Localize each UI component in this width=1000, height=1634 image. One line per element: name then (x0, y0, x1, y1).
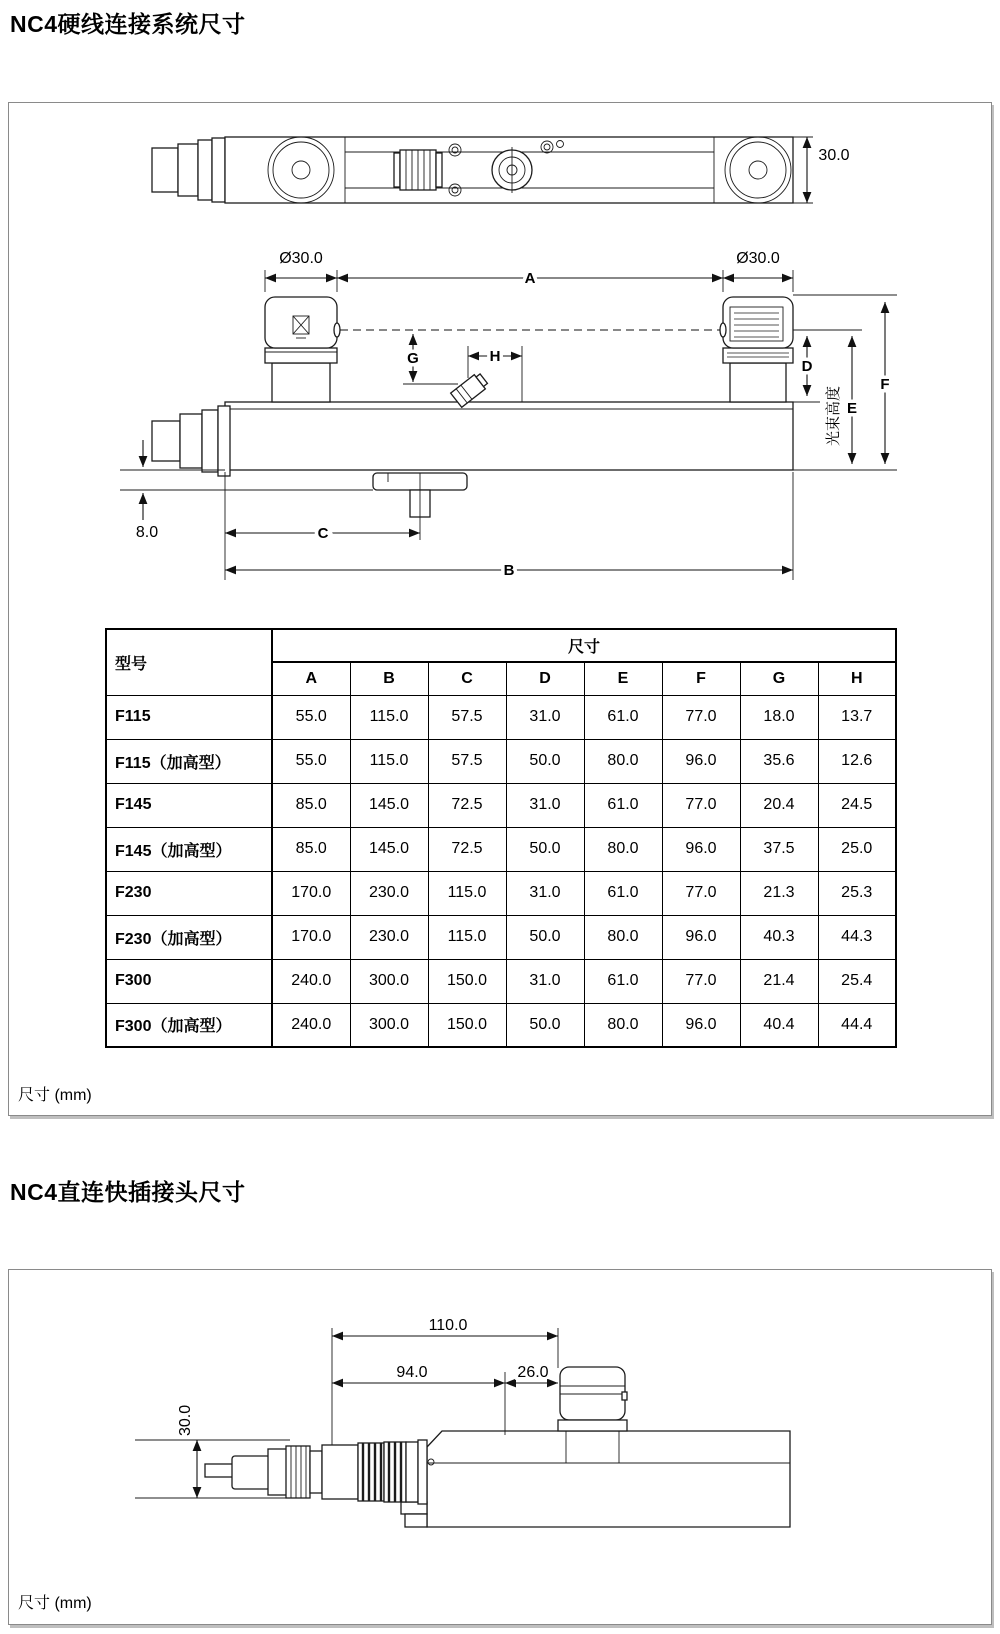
dim-value-cell: 61.0 (584, 783, 662, 827)
dim-value-cell: 85.0 (272, 827, 350, 871)
dim-value-cell: 96.0 (662, 739, 740, 783)
dim-label-b: B (503, 562, 515, 579)
dim-value-cell: 240.0 (272, 1003, 350, 1047)
dim-value-cell: 115.0 (350, 695, 428, 739)
col-header-g: G (740, 662, 818, 695)
dim-value-cell: 55.0 (272, 739, 350, 783)
dim-value-cell: 96.0 (662, 1003, 740, 1047)
dim-value-cell: 145.0 (350, 827, 428, 871)
dim-value-cell: 115.0 (428, 915, 506, 959)
model-cell: F115（加高型） (106, 739, 272, 783)
table-row (106, 915, 896, 959)
model-cell: F230（加高型） (106, 915, 272, 959)
dim-value-cell: 170.0 (272, 915, 350, 959)
dim-value-cell: 35.6 (740, 739, 818, 783)
dim-value-cell: 115.0 (428, 871, 506, 915)
col-header-h: H (818, 662, 896, 695)
dim-value-cell: 50.0 (506, 827, 584, 871)
dim-value-cell: 85.0 (272, 783, 350, 827)
dim-value-cell: 25.4 (818, 959, 896, 1003)
dim-value-cell: 300.0 (350, 1003, 428, 1047)
dim-value-cell: 37.5 (740, 827, 818, 871)
units-note-connector: 尺寸 (mm) (18, 1595, 92, 1612)
dim-value-cell: 13.7 (818, 695, 896, 739)
col-header-b: B (350, 662, 428, 695)
dim-label-g: G (407, 350, 419, 367)
dim-value-cell: 57.5 (428, 695, 506, 739)
dim-value-cell: 77.0 (662, 871, 740, 915)
section2-title: NC4直连快插接头尺寸 (10, 1179, 246, 1205)
dim-connector-length: 94.0 (396, 1364, 428, 1381)
col-header-c: C (428, 662, 506, 695)
dim-value-cell: 170.0 (272, 871, 350, 915)
dim-label-h: H (489, 348, 501, 365)
dim-top-height: 30.0 (818, 147, 850, 164)
dim-left-diameter: Ø30.0 (279, 250, 323, 267)
dim-value-cell: 31.0 (506, 695, 584, 739)
table-row (106, 695, 896, 739)
dim-mount-offset: 8.0 (135, 524, 159, 541)
dim-value-cell: 77.0 (662, 783, 740, 827)
table-row (106, 1003, 896, 1047)
size-group-header: 尺寸 (272, 629, 896, 662)
section1-title: NC4硬线连接系统尺寸 (10, 11, 246, 37)
dim-value-cell: 300.0 (350, 959, 428, 1003)
dim-value-cell: 50.0 (506, 915, 584, 959)
dim-value-cell: 31.0 (506, 783, 584, 827)
dim-value-cell: 31.0 (506, 871, 584, 915)
dim-value-cell: 230.0 (350, 871, 428, 915)
dim-label-c: C (317, 525, 329, 542)
table-row (106, 739, 896, 783)
dim-value-cell: 40.4 (740, 1003, 818, 1047)
dim-value-cell: 150.0 (428, 1003, 506, 1047)
units-note-system: 尺寸 (mm) (18, 1087, 92, 1104)
col-header-a: A (272, 662, 350, 695)
dim-right-diameter: Ø30.0 (736, 250, 780, 267)
model-cell: F145（加高型） (106, 827, 272, 871)
dim-value-cell: 50.0 (506, 1003, 584, 1047)
dim-value-cell: 72.5 (428, 827, 506, 871)
dim-value-cell: 80.0 (584, 739, 662, 783)
dim-value-cell: 230.0 (350, 915, 428, 959)
dim-connector-height: 30.0 (177, 1404, 194, 1436)
connector-dimensions-panel (8, 1269, 992, 1625)
dim-head-length: 26.0 (517, 1364, 549, 1381)
dim-value-cell: 25.3 (818, 871, 896, 915)
dim-value-cell: 44.4 (818, 1003, 896, 1047)
dimensions-table (105, 628, 897, 1048)
table-row (106, 827, 896, 871)
dim-value-cell: 44.3 (818, 915, 896, 959)
dimensions-table-body (106, 695, 896, 1047)
col-header-f: F (662, 662, 740, 695)
model-column-header: 型号 (106, 629, 272, 695)
dim-value-cell: 20.4 (740, 783, 818, 827)
dim-value-cell: 77.0 (662, 959, 740, 1003)
dim-value-cell: 61.0 (584, 959, 662, 1003)
dim-value-cell: 25.0 (818, 827, 896, 871)
model-cell: F115 (106, 695, 272, 739)
dim-value-cell: 80.0 (584, 915, 662, 959)
table-group-header-row (106, 629, 896, 662)
dim-value-cell: 115.0 (350, 739, 428, 783)
dim-value-cell: 55.0 (272, 695, 350, 739)
dim-value-cell: 72.5 (428, 783, 506, 827)
dim-label-d: D (801, 358, 813, 375)
dim-value-cell: 80.0 (584, 827, 662, 871)
col-header-d: D (506, 662, 584, 695)
dim-label-a: A (524, 270, 536, 287)
dim-value-cell: 61.0 (584, 695, 662, 739)
dim-value-cell: 21.3 (740, 871, 818, 915)
model-cell: F300 (106, 959, 272, 1003)
dim-value-cell: 24.5 (818, 783, 896, 827)
dim-value-cell: 21.4 (740, 959, 818, 1003)
col-header-e: E (584, 662, 662, 695)
dim-value-cell: 150.0 (428, 959, 506, 1003)
dim-value-cell: 50.0 (506, 739, 584, 783)
dim-value-cell: 77.0 (662, 695, 740, 739)
dim-value-cell: 18.0 (740, 695, 818, 739)
dim-overall-length: 110.0 (428, 1317, 468, 1334)
model-cell: F300（加高型） (106, 1003, 272, 1047)
dim-value-cell: 31.0 (506, 959, 584, 1003)
dim-value-cell: 96.0 (662, 915, 740, 959)
dim-value-cell: 57.5 (428, 739, 506, 783)
table-row (106, 871, 896, 915)
model-cell: F230 (106, 871, 272, 915)
beam-height-label: 光束高度 (825, 385, 842, 446)
model-cell: F145 (106, 783, 272, 827)
dim-label-e: E (846, 400, 858, 417)
dim-value-cell: 145.0 (350, 783, 428, 827)
dim-value-cell: 40.3 (740, 915, 818, 959)
dim-label-f: F (880, 376, 890, 393)
dim-value-cell: 96.0 (662, 827, 740, 871)
dim-value-cell: 240.0 (272, 959, 350, 1003)
table-row (106, 959, 896, 1003)
dim-value-cell: 80.0 (584, 1003, 662, 1047)
dimensions-table-head (106, 629, 896, 695)
dim-value-cell: 61.0 (584, 871, 662, 915)
table-row (106, 783, 896, 827)
dim-value-cell: 12.6 (818, 739, 896, 783)
